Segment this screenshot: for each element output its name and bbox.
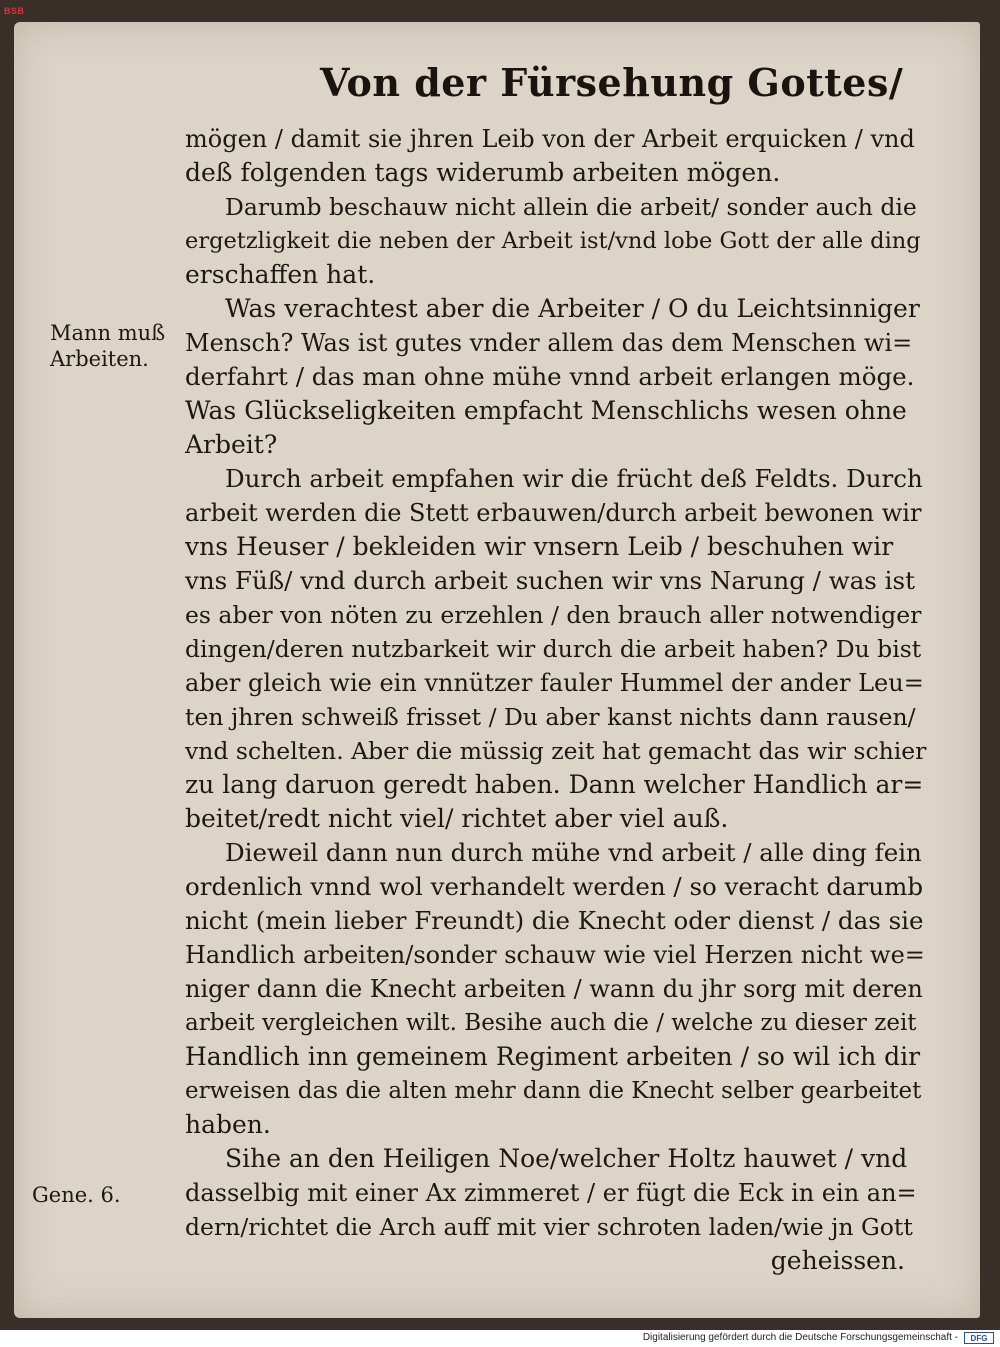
text-line: erweisen das die alten mehr dann die Knecht selber gearbeitet xyxy=(185,1078,922,1104)
text-line: ordenlich vnnd wol verhandelt werden / so veracht darumb xyxy=(185,872,924,901)
text-line: ten jhren schweiß frisset / Du aber kanst nichts dann rausen/ xyxy=(185,703,916,731)
text-line: ergetzligkeit die neben der Arbeit ist/vnd lobe Gott der alle ding xyxy=(185,228,921,254)
text-line: Arbeit? xyxy=(185,430,278,459)
footer-bar xyxy=(0,1330,1000,1347)
text-line: niger dann die Knecht arbeiten / wann du jhr sorg mit deren xyxy=(185,975,923,1003)
margin-note-arbeiten xyxy=(50,320,165,372)
text-line: zu lang daruon geredt haben. Dann welcher Handlich ar= xyxy=(185,770,924,799)
text-line: Handlich inn gemeinem Regiment arbeiten / so wil ich dir xyxy=(185,1042,921,1071)
funding-notice: Digitalisierung gefördert durch die Deutsche Forschungsgemeinschaft - xyxy=(642,1332,958,1343)
bsb-logo: BSB xyxy=(4,6,25,16)
text-line: es aber von nöten zu erzehlen / den brauch aller notwendiger xyxy=(185,601,922,629)
text-line: Darumb beschauw nicht allein die arbeit/ sonder auch die xyxy=(225,193,917,221)
text-line: vnd schelten. Aber die müssig zeit hat gemacht das wir schier xyxy=(185,737,927,765)
text-line: Was Glückseligkeiten empfacht Menschlichs wesen ohne xyxy=(185,396,907,425)
text-line: deß folgenden tags widerumb arbeiten mögen. xyxy=(185,158,781,187)
text-line: Mensch? Was ist gutes vnder allem das dem Menschen wi= xyxy=(185,329,913,357)
text-line: Dieweil dann nun durch mühe vnd arbeit / alle ding fein xyxy=(225,838,922,867)
text-line: Sihe an den Heiligen Noe/welcher Holtz hauwet / vnd xyxy=(225,1144,908,1173)
margin-note-genesis: Gene. 6. xyxy=(32,1183,121,1207)
text-line: derfahrt / das man ohne mühe vnnd arbeit erlangen möge. xyxy=(185,362,915,391)
dfg-logo: DFG xyxy=(964,1332,994,1344)
running-header: Von der Fürsehung Gottes/ xyxy=(320,60,904,105)
text-line: Durch arbeit empfahen wir die frücht deß Feldts. Durch xyxy=(225,464,923,493)
text-line: dern/richtet die Arch auff mit vier schroten laden/wie jn Gott xyxy=(185,1213,913,1241)
margin-note-line: Arbeiten. xyxy=(50,347,149,371)
text-line: nicht (mein lieber Freundt) die Knecht oder dienst / das sie xyxy=(185,906,924,935)
text-line: geheissen. xyxy=(770,1246,905,1275)
text-line: aber gleich wie ein vnnützer fauler Hummel der ander Leu= xyxy=(185,669,924,697)
text-line: mögen / damit sie jhren Leib von der Arbeit erquicken / vnd xyxy=(185,125,915,153)
text-line: erschaffen hat. xyxy=(185,260,376,289)
text-line: vns Heuser / bekleiden wir vnsern Leib / beschuhen wir xyxy=(185,532,894,561)
margin-note-line: Mann muß xyxy=(50,321,166,345)
text-line: haben. xyxy=(185,1110,271,1139)
text-line: arbeit vergleichen wilt. Besihe auch die / welche zu dieser zeit xyxy=(185,1010,917,1036)
text-line: beitet/redt nicht viel/ richtet aber viel auß. xyxy=(185,804,729,833)
text-line: Handlich arbeiten/sonder schauw wie viel Herzen nicht we= xyxy=(185,941,925,969)
body-text xyxy=(185,122,925,1278)
text-line: Was verachtest aber die Arbeiter / O du Leichtsinniger xyxy=(225,294,920,323)
text-line: dasselbig mit einer Ax zimmeret / er fügt die Eck in ein an= xyxy=(185,1179,917,1207)
text-line: arbeit werden die Stett erbauwen/durch arbeit bewonen wir xyxy=(185,499,922,527)
text-line: vns Füß/ vnd durch arbeit suchen wir vns Narung / was ist xyxy=(185,566,915,595)
text-line: dingen/deren nutzbarkeit wir durch die arbeit haben? Du bist xyxy=(185,635,922,663)
